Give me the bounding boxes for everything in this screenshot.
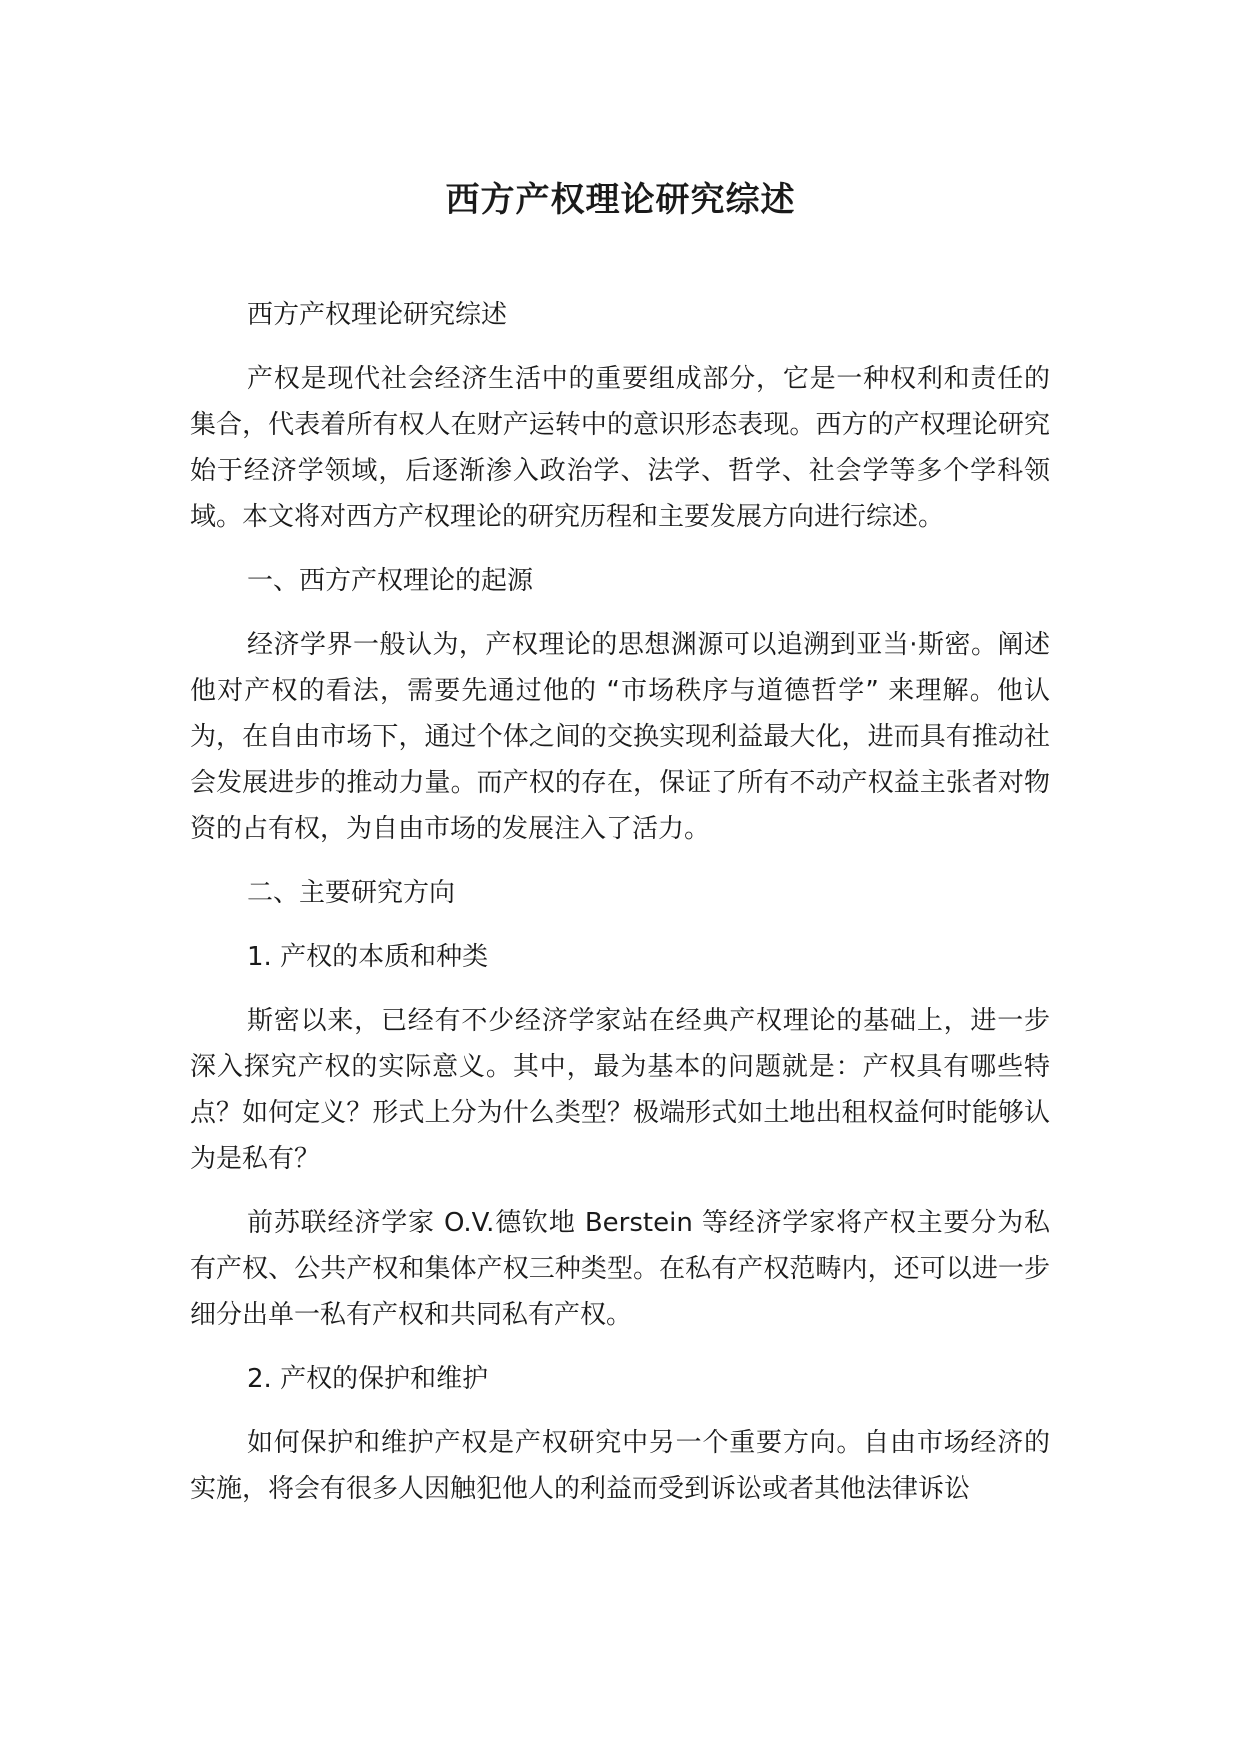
subsection-1-paragraph-2: 前苏联经济学家 O.V.德钦地 Berstein 等经济学家将产权主要分为私有产权、公共产权和集体产权三种类型。在私有产权范畴内，还可以进一步细分出单一私有产权和共同私有产权。 (190, 1208, 1050, 1330)
subsection-2-heading: 2. 产权的保护和维护 (247, 1364, 489, 1394)
document-title: 西方产权理论研究综述 (445, 180, 796, 220)
intro-paragraph: 产权是现代社会经济生活中的重要组成部分，它是一种权利和责任的集合，代表着所有权人在财产运转中的意识形态表现。西方的产权理论研究始于经济学领域，后逐渐渗入政治学、法学、哲学、社会学等多个学科领域。本文将对西方产权理论的研究历程和主要发展方向进行综述。 (190, 364, 1050, 532)
subtitle-line: 西方产权理论研究综述 (247, 300, 508, 330)
subsection-1-heading: 1. 产权的本质和种类 (247, 942, 489, 972)
section-1-paragraph: 经济学界一般认为，产权理论的思想渊源可以追溯到亚当·斯密。阐述他对产权的看法，需要先通过他的 “市场秩序与道德哲学” 来理解。他认为，在自由市场下，通过个体之间的交换实现利益最大化，进而具有推动社会发展进步的推动力量。而产权的存在，保证了所有不动产权益主张者对物资的占有权，为自由市场的发展注入了活力。 (190, 630, 1050, 844)
subsection-2-paragraph: 如何保护和维护产权是产权研究中另一个重要方向。自由市场经济的实施，将会有很多人因触犯他人的利益而受到诉讼或者其他法律诉讼 (190, 1428, 1050, 1504)
section-1-heading: 一、西方产权理论的起源 (247, 566, 534, 596)
subsection-1-paragraph-1: 斯密以来，已经有不少经济学家站在经典产权理论的基础上，进一步深入探究产权的实际意义。其中，最为基本的问题就是：产权具有哪些特点？如何定义？形式上分为什么类型？极端形式如土地出租权益何时能够认为是私有？ (190, 1006, 1050, 1174)
section-2-heading: 二、主要研究方向 (247, 878, 456, 908)
document-body (190, 292, 1050, 1530)
